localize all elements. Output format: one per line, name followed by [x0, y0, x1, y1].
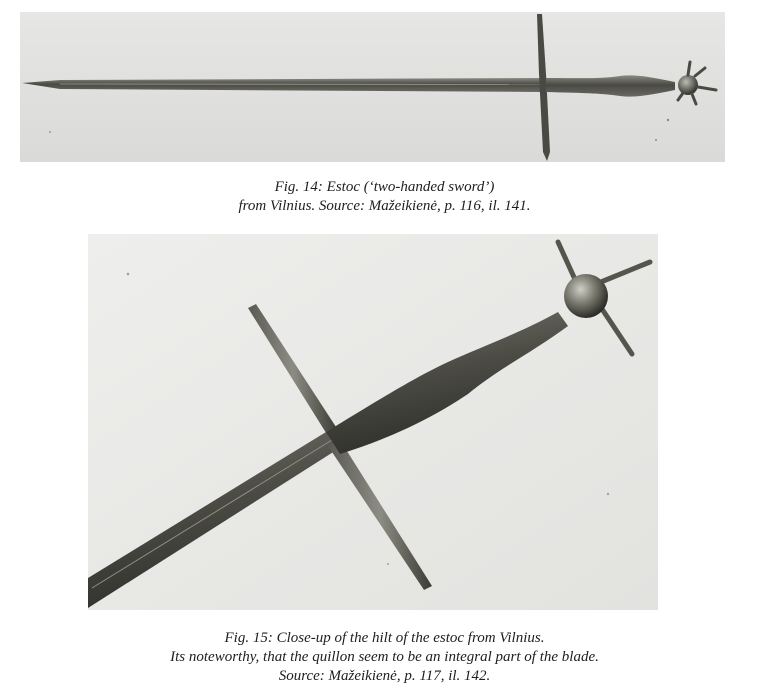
pommel: [564, 274, 608, 318]
pommel: [678, 75, 698, 95]
figure-14-caption: [0, 178, 769, 216]
caption-line: Source: Mažeikienė, p. 117, il. 142.: [278, 668, 491, 684]
estoc-hilt-closeup-photo: [88, 234, 658, 610]
estoc-full-photo: [20, 12, 725, 162]
caption-line: Fig. 15: Close-up of the hilt of the estoc from Vilnius.: [224, 630, 545, 646]
estoc-hilt-illustration: [88, 234, 658, 610]
estoc-full-illustration: [20, 12, 725, 162]
caption-line: Fig. 14: Estoc (‘two-handed sword’): [274, 179, 495, 195]
figure-15-caption: [0, 629, 769, 686]
caption-line: Its noteworthy, that the quillon seem to be an integral part of the blade.: [170, 649, 599, 665]
caption-line: from Vilnius. Source: Mažeikienė, p. 116, il. 141.: [238, 198, 531, 214]
